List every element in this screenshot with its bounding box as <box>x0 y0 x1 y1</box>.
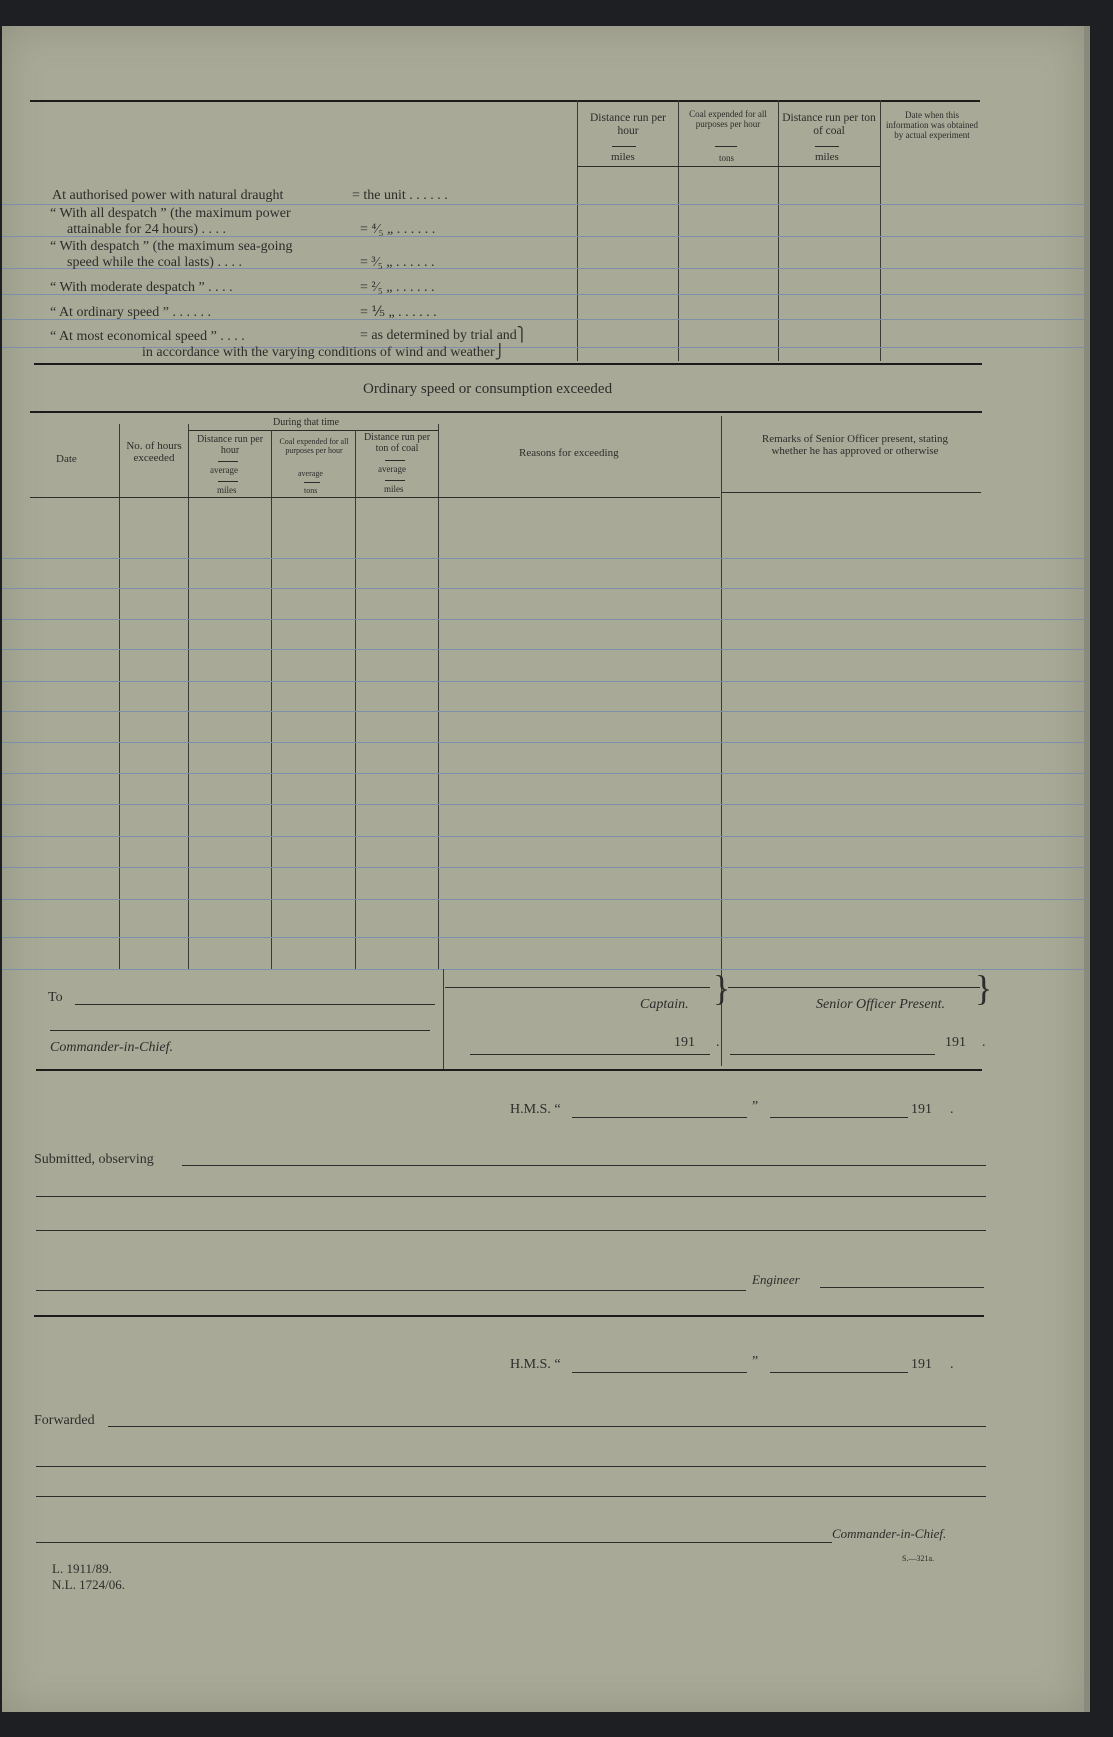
form-code: S.—321a. <box>902 1554 934 1563</box>
row-label: “ With despatch ” (the maximum sea-going <box>50 239 293 254</box>
row-label-cont: speed while the coal lasts) . . . . <box>67 255 242 270</box>
col-hours-exceeded: No. of hours exceeded <box>126 440 182 465</box>
year-captain: 191 <box>674 1035 695 1050</box>
commander-in-chief: Commander-in-Chief. <box>50 1040 173 1055</box>
submitted-label: Submitted, observing <box>34 1152 154 1167</box>
row-ratio: = ²⁄₅ „ . . . . . . <box>360 280 435 295</box>
row-label: “ At most economical speed ” . . . . <box>50 329 245 344</box>
col-dist-per-ton: Distance run per ton of coal <box>363 432 431 454</box>
row-label: “ With moderate despatch ” . . . . <box>50 280 233 295</box>
unit-miles: miles <box>611 151 635 163</box>
reference-2: N.L. 1724/06. <box>52 1577 125 1592</box>
col-coal-expended: Coal expended for all purposes per hour <box>689 109 767 129</box>
row-ratio: = ⁴⁄₅ „ . . . . . . <box>360 222 436 237</box>
senior-officer-label: Senior Officer Present. <box>816 997 945 1012</box>
row-label-cont: attainable for 24 hours) . . . . <box>67 222 227 237</box>
rule-bottom <box>34 363 982 365</box>
forwarded-label: Forwarded <box>34 1413 95 1428</box>
group-header: During that time <box>273 417 340 428</box>
commander-in-chief: Commander-in-Chief. <box>832 1526 947 1541</box>
forwarded-line[interactable] <box>36 1466 986 1467</box>
forwarded-line[interactable] <box>36 1542 832 1543</box>
submitted-line[interactable] <box>36 1230 986 1231</box>
col-coal-per-hour: Coal expended for all purposes per hour <box>279 437 349 455</box>
col-date: Date <box>56 453 77 465</box>
row-label: At authorised power with natural draught <box>52 188 284 203</box>
forwarded-line[interactable] <box>108 1426 986 1427</box>
section-title: Ordinary speed or consumption exceeded <box>363 381 613 397</box>
col-date-experiment: Date when this information was obtained by actual experiment <box>886 110 978 140</box>
row-ratio: = as determined by trial and⎫ <box>360 328 528 343</box>
unit-tons: tons <box>719 153 735 163</box>
row-label-cont: in accordance with the varying conditions of wind and weather⎭ <box>142 345 506 360</box>
submitted-line[interactable] <box>36 1290 746 1291</box>
hms-year: 191 <box>911 1102 932 1117</box>
hms-year: 191 <box>911 1357 932 1372</box>
engineer-label: Engineer <box>752 1272 800 1287</box>
col-distance-run-per-hour: Distance run per hour <box>590 112 666 137</box>
page-edge <box>1084 26 1090 1712</box>
year-senior: 191 <box>945 1035 966 1050</box>
submitted-line[interactable] <box>36 1196 986 1197</box>
col-distance-run-per-ton: Distance run per ton of coal <box>782 112 876 137</box>
col-dist-per-hour: Distance run per hour <box>196 434 264 456</box>
captain-label: Captain. <box>640 997 689 1012</box>
col-remarks: Remarks of Senior Officer present, stating whether he has approved or otherwise <box>761 433 949 458</box>
row-ratio: = ⅕ „ . . . . . . <box>360 305 437 320</box>
submitted-line[interactable] <box>182 1165 986 1166</box>
row-label: “ At ordinary speed ” . . . . . . <box>50 305 211 320</box>
unit-miles: miles <box>815 151 839 163</box>
col-reasons: Reasons for exceeding <box>519 447 619 459</box>
hms-label: H.M.S. “ <box>510 1357 561 1372</box>
reference-1: L. 1911/89. <box>52 1561 112 1576</box>
to-label: To <box>48 990 63 1005</box>
row-ratio: = the unit . . . . . . <box>352 188 448 203</box>
hms-label: H.M.S. “ <box>510 1102 561 1117</box>
forwarded-line[interactable] <box>36 1496 986 1497</box>
row-ratio: = ³⁄₅ „ . . . . . . <box>360 255 435 270</box>
form-sheet <box>2 26 1084 1712</box>
row-label: “ With all despatch ” (the maximum power <box>50 206 291 221</box>
rule-top <box>30 100 980 102</box>
